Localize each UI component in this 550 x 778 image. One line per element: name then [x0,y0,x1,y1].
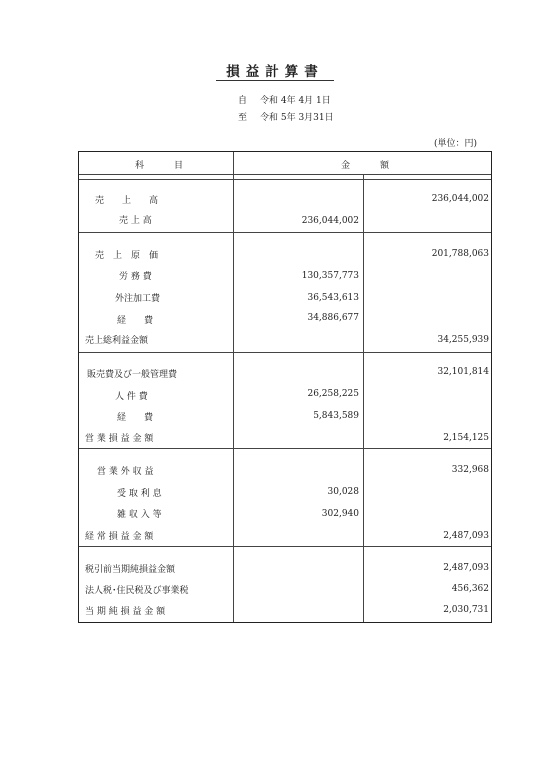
row-detail: 5,843,589 [313,411,359,421]
row-label: 人 件 費 [115,392,148,402]
row-total: 2,487,093 [443,563,489,573]
row-label: 売 上 高 [119,216,152,226]
row-label: 外注加工費 [115,294,161,304]
period-from-label: 自 [238,96,248,106]
row-detail: 236,044,002 [301,216,359,226]
section-divider [79,232,491,233]
row-label: 売 上 高 [95,196,159,206]
row-label: 労 務 費 [119,272,152,282]
column-divider-amount [363,174,364,622]
row-label: 税引前当期純損益金額 [85,565,176,575]
period-from-date: 令和 4年 4月 1日 [260,96,331,106]
row-detail: 26,258,225 [307,389,359,399]
period-from [238,93,331,106]
title-underline [216,80,334,81]
header-separator-double [79,179,491,180]
header-item: 科 目 [135,161,188,171]
row-label: 売上総利益金額 [85,336,149,346]
section-divider [79,352,491,353]
row-detail: 302,940 [321,509,359,519]
row-total: 2,030,731 [443,605,489,615]
row-label: 法人税･住民税及び事業税 [85,586,189,596]
row-detail: 34,886,677 [307,313,359,323]
unit-label: (単位：円) [434,139,478,149]
row-total: 34,255,939 [437,335,489,345]
row-total: 332,968 [451,465,489,475]
header-amount: 金 額 [341,161,394,171]
row-detail: 36,543,613 [307,293,359,303]
document-title: 損益計算書 [226,64,324,80]
period-to-date: 令和 5年 3月31日 [260,113,334,123]
row-label: 売 上 原 価 [95,251,159,261]
row-label: 受 取 利 息 [117,489,162,499]
row-label: 経 常 損 益 金 額 [85,532,154,542]
section-divider [79,546,491,547]
row-total: 236,044,002 [431,194,489,204]
header-separator [79,174,491,175]
row-label: 雑 収 入 等 [117,510,162,520]
row-total: 2,154,125 [443,433,489,443]
row-total: 456,362 [451,584,489,594]
period-to-label: 至 [238,113,248,123]
period-to [238,110,334,123]
row-label: 販売費及び一般管理費 [87,370,178,380]
row-total: 2,487,093 [443,531,489,541]
row-total: 32,101,814 [437,367,489,377]
column-divider-item [233,152,234,622]
section-divider [79,448,491,449]
row-detail: 30,028 [327,487,359,497]
row-detail: 130,357,773 [301,271,359,281]
row-label: 経 費 [117,316,154,326]
row-label: 経 費 [117,413,154,423]
row-total: 201,788,063 [431,249,489,259]
row-label: 営 業 損 益 金 額 [85,434,154,444]
income-statement-table [78,151,492,623]
row-label: 営 業 外 収 益 [97,467,154,477]
row-label: 当 期 純 損 益 金 額 [85,607,166,617]
